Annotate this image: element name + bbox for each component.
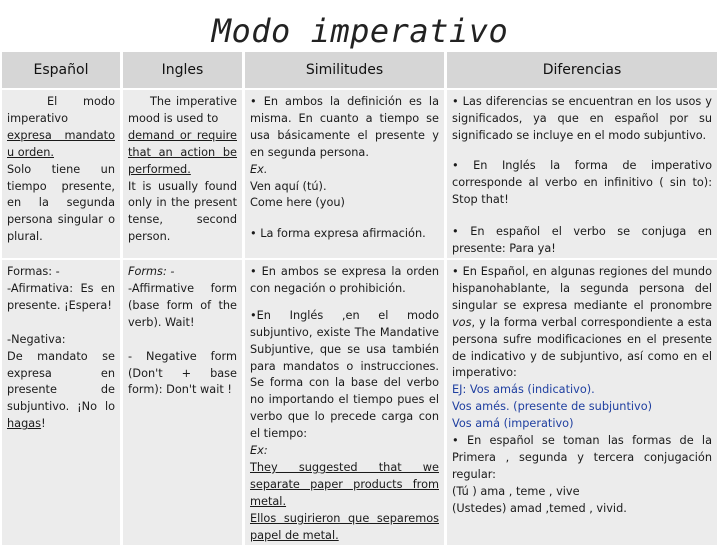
- diferencias-r5: • En español se toman las formas de la Primera , segunda y tercera conjugación regular:: [452, 434, 712, 481]
- diferencias-r3: • En español el verbo se conjuga en presente: Para ya!: [452, 225, 712, 256]
- diferencias-r4: [452, 264, 712, 382]
- column-body-ingles: [123, 90, 242, 545]
- ingles-demand: demand or require that an action be performed.: [128, 128, 237, 176]
- diferencias-r4-vos: vos: [452, 315, 472, 329]
- similitudes-r4-text: •En Inglés ,en el modo subjuntivo, existe The Mandative Subjuntive, que se usa también para mandatos o instrucciones. Se forma con la base del verbo no importando el tiempo pues el verbo que lo precede carga con el tiempo:: [250, 308, 439, 441]
- ingles-negative: - Negative form (Don't + base form): Don't wait !: [128, 349, 237, 397]
- diferencias-r4-ej3: Vos amá (imperativo): [452, 417, 574, 431]
- diferencias-r4-ej: EJ: Vos amás (indicativo).: [452, 383, 595, 397]
- similitudes-r4-ex-en: They suggested that we separate paper products from metal.: [250, 460, 439, 508]
- header-similitudes: Similitudes: [245, 52, 444, 88]
- column-diferencias: [447, 52, 717, 545]
- espanol-forms: [2, 258, 120, 545]
- diferencias-r5-ex1: (Tú ) ama , teme , vive: [452, 484, 580, 498]
- column-body-similitudes: [245, 90, 444, 545]
- column-espanol: [2, 52, 120, 545]
- spacer: [250, 298, 439, 308]
- spacer: [452, 208, 712, 224]
- espanol-tiempo: Solo tiene un tiempo presente, en la segunda persona singular o plural.: [7, 162, 115, 244]
- diferencias-vos: [447, 258, 717, 545]
- diferencias-r2: • En Inglés la forma de imperativo corresponde al verbo en infinitivo ( sin to): Stop that!: [452, 158, 712, 206]
- ingles-forms-label: Forms: -: [128, 265, 175, 278]
- espanol-forms-label: Formas: -: [7, 265, 60, 278]
- ingles-definition: [123, 90, 242, 258]
- column-body-diferencias: [447, 90, 717, 545]
- comparison-table: [2, 52, 718, 540]
- similitudes-r3: • En ambos se expresa la orden con negación o prohibición.: [250, 265, 439, 295]
- column-similitudes: [245, 52, 444, 545]
- diferencias-r1: • Las diferencias se encuentran en los usos y significados, ya que en español por su significado se incluye en el modo subjuntivo.: [452, 95, 712, 142]
- similitudes-r1-ex-label: Ex.: [250, 162, 268, 176]
- spacer: [250, 212, 439, 226]
- diferencias-usos: [447, 90, 717, 258]
- diferencias-r4-ej2: Vos amés. (presente de subjuntivo): [452, 400, 653, 414]
- espanol-negativa-label: -Negativa:: [7, 332, 66, 346]
- ingles-tense: It is usually found only in the present tense, second person.: [128, 179, 237, 244]
- similitudes-r2: • La forma expresa afirmación.: [250, 227, 426, 241]
- page-title: Modo imperativo: [211, 12, 509, 50]
- spacer: [7, 315, 115, 332]
- diferencias-r5-ex2: (Ustedes) amad ,temed , vivid.: [452, 501, 627, 515]
- espanol-mandato: expresa mandato u orden.: [7, 128, 115, 159]
- column-body-espanol: [2, 90, 120, 545]
- spacer: [128, 332, 237, 349]
- column-ingles: [123, 52, 242, 545]
- similitudes-r1-ex2: Come here (you): [250, 196, 345, 210]
- espanol-negativa-word: hagas: [7, 417, 42, 431]
- espanol-afirmativa: -Afirmativa: Es en presente. ¡Espera!: [7, 281, 115, 312]
- header-espanol: Español: [2, 52, 120, 88]
- header-ingles: Ingles: [123, 52, 242, 88]
- espanol-negativa-text: De mandato se expresa en presente de subjuntivo. ¡No lo: [7, 349, 115, 414]
- similitudes-r4-ex-es: Ellos sugirieron que separemos papel de metal.: [250, 511, 439, 542]
- espanol-negativa: [7, 349, 115, 434]
- espanol-negativa-end: !: [41, 417, 46, 431]
- similitudes-r4-ex-label: Ex:: [250, 444, 268, 458]
- spacer: [452, 145, 712, 158]
- diferencias-r4-b: , y la forma verbal correspondiente a esta persona sufre modificaciones en el presente de indicativo y de subjuntivo, así como en el imperativo:: [452, 315, 712, 380]
- ingles-intro: The imperative mood is used to: [128, 95, 237, 125]
- similitudes-r1-text: • En ambos la definición es la misma. En cuanto a tiempo se usa básicamente el presente y en segunda persona.: [250, 95, 439, 159]
- similitudes-forms: [245, 258, 444, 545]
- similitudes-definicion: [245, 90, 444, 258]
- header-diferencias: Diferencias: [447, 52, 717, 88]
- diferencias-r4-a: • En Español, en algunas regiones del mundo hispanohablante, la segunda persona del singular se expresa mediante el pronombre: [452, 265, 712, 312]
- ingles-forms: [123, 258, 242, 545]
- espanol-intro: El modo imperativo: [7, 95, 115, 125]
- similitudes-r1-ex1: Ven aquí (tú).: [250, 179, 327, 193]
- espanol-definition: [2, 90, 120, 258]
- ingles-affirmative: -Affirmative form (base form of the verb). Wait!: [128, 281, 237, 329]
